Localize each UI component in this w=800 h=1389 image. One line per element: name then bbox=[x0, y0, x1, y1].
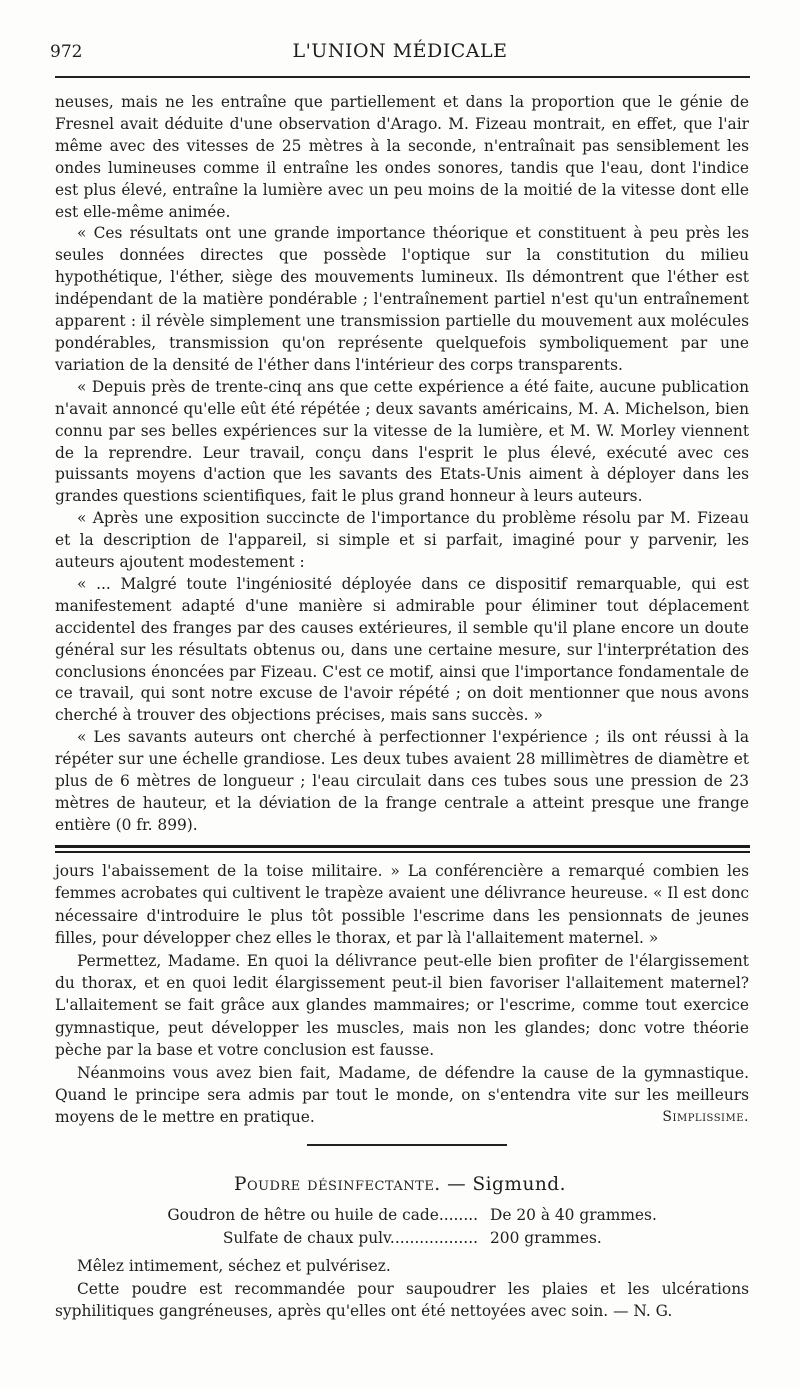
ingredient-name: Sulfate de chaux pulv.................. bbox=[222, 1229, 478, 1247]
article-paragraph: « Depuis près de trente-cinq ans que cette expérience a été faite, aucune publication n'avait annoncé qu'elle eût été répétée ; deux savants américains, M. A. Michelson, bien connu par ses belles expériences sur la vitesse de la lumière, et M. W. Morley viennent de la reprendre. Leur travail, conçu dans l'esprit le plus élevé, exécuté avec ces puissants moyens d'action que les savants des Etats-Unis aiment à déployer dans les grandes questions scientifiques, fait le plus grand honneur à leurs auteurs. bbox=[55, 377, 749, 506]
ingredient-name: Goudron de hêtre ou huile de cade........ bbox=[167, 1206, 478, 1224]
article-paragraph: neuses, mais ne les entraîne que partiellement et dans la proportion que le génie de Fresnel avait déduite d'une observation d'Arago. M. Fizeau montrait, en effet, que l'air même avec des vitesses de 25 mètres à la seconde, n'entraînait pas sensiblement les ondes lumineuses comme il entraîne les ondes sonores, tandis que l'eau, dont l'indice est plus élevé, entraîne la lumière avec un peu moins de la moitié de la vitesse dont elle est elle-même animée. bbox=[55, 93, 749, 221]
quoted-paragraph: « ... Malgré toute l'ingéniosité déployée dans ce dispositif remarquable, qui est manifestement adapté d'une manière si admirable pour éliminer tout déplacement accidentel des franges par des causes extérieures, il semble qu'il plane encore un doute général sur les résultats obtenus ou, dans une certaine mesure, sur l'interprétation des conclusions énoncées par Fizeau. C'est ce motif, ainsi que l'importance fondamentale de ce travail, qui sont notre excuse de l'avoir répété ; on doit mentionner que nous avons cherché à trouver des objections précises, mais sans succès. » bbox=[55, 574, 749, 725]
formula-author: — Sigmund. bbox=[440, 1174, 566, 1195]
letter-paragraph bbox=[55, 1062, 749, 1129]
letter-paragraph: Permettez, Madame. En quoi la délivrance peut-elle bien profiter de l'élargissement du thorax, et en quoi ledit élargissement peut-il bien favoriser l'allaitement maternel? L'allaitement se fait grâce aux glandes mammaires; or l'escrime, comme tout exercice gymnastique, peut développer les muscles, mais non les glandes; donc votre théorie pèche par la base et votre conclusion est fausse. bbox=[55, 951, 749, 1060]
article-body bbox=[55, 92, 749, 837]
ingredient-quantity: 200 grammes. bbox=[490, 1229, 602, 1247]
letter-paragraph-text: Néanmoins vous avez bien fait, Madame, de défendre la cause de la gymnastique. Quand le principe sera admis par tout le monde, on s'entendra vite sur les meilleurs moyens de le mettre en pratique. bbox=[55, 1063, 749, 1127]
formula-name: Poudre désinfectante. bbox=[234, 1174, 441, 1195]
ingredients-list bbox=[90, 1204, 750, 1250]
formula-title bbox=[0, 1174, 800, 1195]
ingredient-quantity: De 20 à 40 grammes. bbox=[490, 1206, 657, 1224]
instruction-paragraph: Cette poudre est recommandée pour saupoudrer les plaies et les ulcérations syphilitiques gangréneuses, après qu'elles ont été nettoyées avec soin. — N. G. bbox=[55, 1279, 749, 1320]
signature: Simplissime. bbox=[662, 1109, 749, 1126]
instruction-paragraph: Mêlez intimement, séchez et pulvérisez. bbox=[77, 1257, 391, 1275]
header-rule bbox=[55, 76, 750, 78]
section-divider bbox=[55, 845, 750, 853]
running-title: L'UNION MÉDICALE bbox=[292, 40, 508, 62]
short-divider bbox=[307, 1144, 507, 1146]
ingredient-row bbox=[90, 1204, 750, 1227]
letter-paragraph: jours l'abaissement de la toise militaire. » La conférencière a remarqué combien les femmes acrobates qui cultivent le trapèze avaient une délivrance heureuse. « Il est donc nécessaire d'introduire le plus tôt possible l'escrime dans les pensionnats de jeunes filles, pour développer chez elles le thorax, et par là l'allaitement maternel. » bbox=[55, 862, 749, 948]
article-paragraph: « Après une exposition succincte de l'importance du problème résolu par M. Fizeau et la description de l'appareil, si simple et si parfait, imaginé pour y parvenir, les auteurs ajoutent modestement : bbox=[55, 509, 749, 572]
ingredient-row bbox=[90, 1227, 750, 1250]
letter-body bbox=[55, 860, 749, 1129]
formula-instructions bbox=[55, 1255, 749, 1323]
article-paragraph: « Les savants auteurs ont cherché à perfectionner l'expérience ; ils ont réussi à la répéter sur une échelle grandiose. Les deux tubes avaient 28 millimètres de diamètre et plus de 6 mètres de longueur ; l'eau circulait dans ces tubes sous une pression de 23 mètres de hauteur, et la déviation de la frange centrale a atteint presque une frange entière (0 fr. 899). bbox=[55, 728, 749, 834]
page-header bbox=[50, 40, 750, 70]
page-number: 972 bbox=[50, 42, 83, 62]
article-paragraph: « Ces résultats ont une grande importance théorique et constituent à peu près les seules données directes que possède l'optique sur la constitution du milieu hypothétique, l'éther, siège des mouvements lumineux. Ils démontrent que l'éther est indépendant de la matière pondérable ; l'entraînement partiel n'est qu'un entraînement apparent : il révèle simplement une transmission partielle du mouvement aux molécules pondérables, transmission qu'on représente quelquefois symboliquement par une variation de la densité de l'éther dans l'intérieur des corps transparents. bbox=[55, 224, 749, 374]
